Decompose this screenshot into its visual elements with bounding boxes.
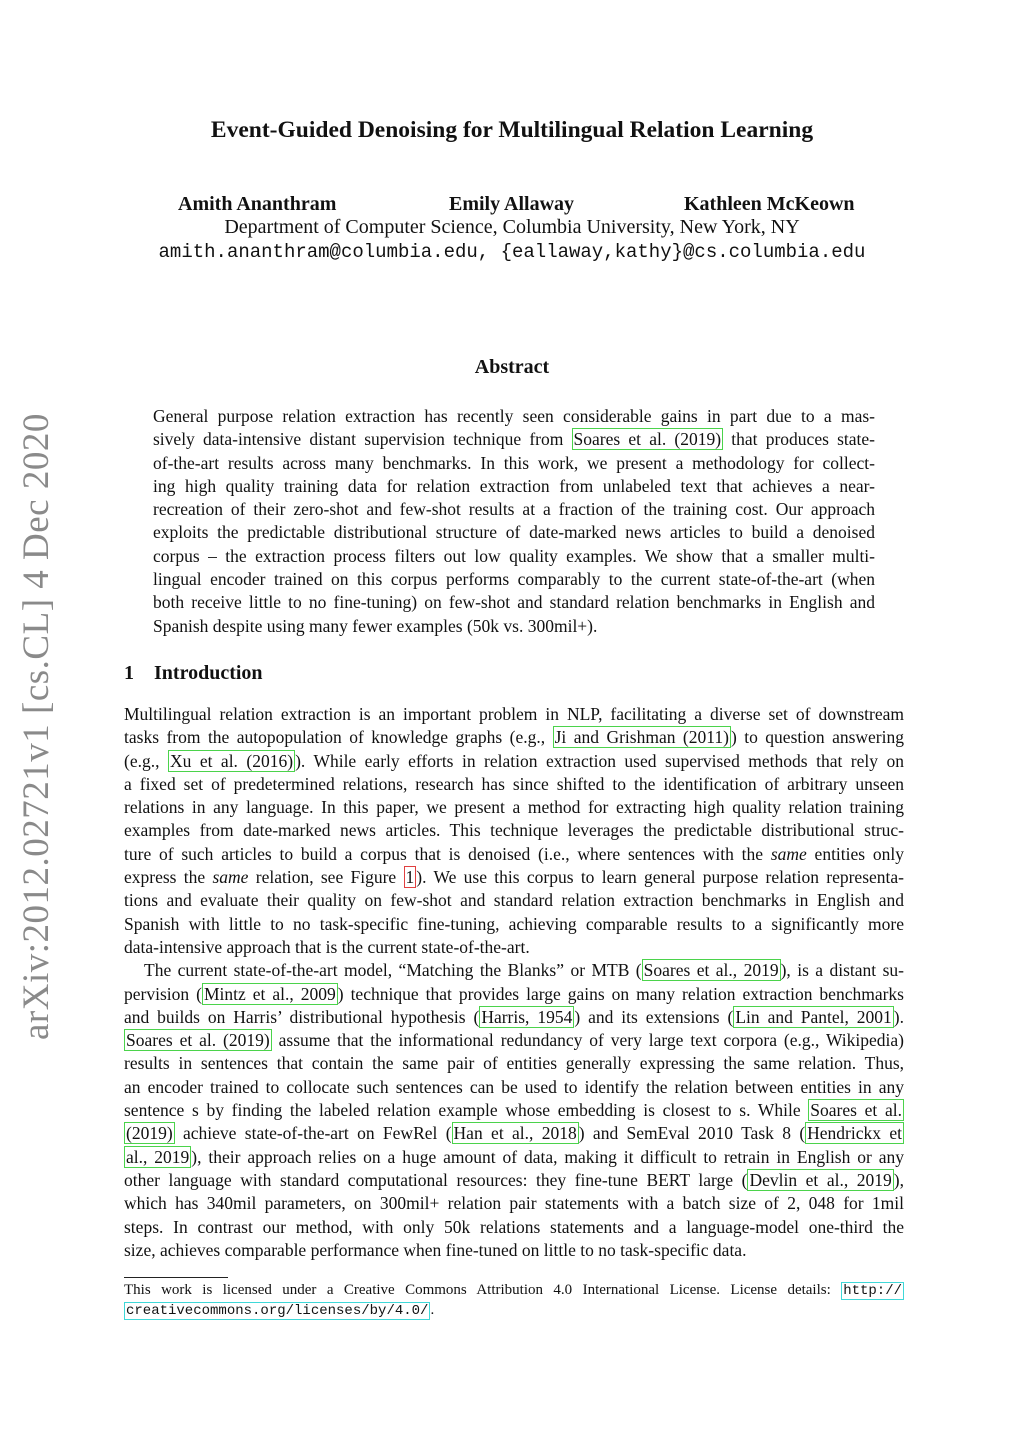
text-line: (e.g., Xu et al. (2016) ). While early efforts in relation extraction used supervised methods that rely on xyxy=(124,750,904,771)
paragraph xyxy=(124,959,904,1262)
text-line: a fixed set of predetermined relations, research has since shifted to the identification of arbitrary unseen xyxy=(124,773,904,794)
citation-link[interactable]: Hendrickx et xyxy=(807,1123,902,1144)
footnote-divider xyxy=(124,1277,228,1278)
text-line: other language with standard computational resources: they fine-tune BERT large ( Devlin et al., 2019 ), xyxy=(124,1169,904,1190)
text-line: exploits the predictable distributional structure of date-marked news articles to build a denoised xyxy=(153,522,875,543)
text-line: tions and evaluate their quality on few-shot and standard relation extraction benchmarks in English and xyxy=(124,890,904,911)
citation-link[interactable]: Soares et al. (2019) xyxy=(573,429,722,450)
text-line: data-intensive approach that is the current state-of-the-art. xyxy=(124,936,530,957)
text-line: Spanish despite using many fewer examples (50k vs. 300mil+). xyxy=(153,615,598,636)
citation-link[interactable]: Soares et al., 2019 xyxy=(643,960,779,981)
text-line: recreation of their zero-shot and few-shot results at a fraction of the training cost. Our approach xyxy=(153,499,875,520)
author-emails: amith.ananthram@columbia.edu, {eallaway,kathy}@cs.columbia.edu xyxy=(158,241,866,263)
citation-link[interactable]: Lin and Pantel, 2001 xyxy=(735,1006,892,1027)
text-line: both receive little to no fine-tuning) on few-shot and standard relation benchmarks in English and xyxy=(153,592,875,613)
section-title: Introduction xyxy=(154,662,263,684)
affiliation: Department of Computer Science, Columbia University, New York, NY xyxy=(224,216,800,238)
section-heading xyxy=(124,662,263,685)
author-name: Kathleen McKeown xyxy=(684,193,855,215)
paper-title: Event-Guided Denoising for Multilingual Relation Learning xyxy=(210,117,814,143)
text-line: corpus – the extraction process filters out low quality examples. We show that a smaller multi- xyxy=(153,545,875,566)
text-line: Spanish with little to no task-specific fine-tuning, achieving comparable results to a significantly more xyxy=(124,913,904,934)
introduction-body xyxy=(124,703,904,1262)
license-url-link[interactable]: creativecommons.org/licenses/by/4.0/ xyxy=(126,1303,429,1319)
text-line: and builds on Harris’ distributional hypothesis ( Harris, 1954 ) and its extensions ( Lin and Pantel, 2001 ). xyxy=(124,1006,904,1027)
text-line: results in sentences that contain the same pair of entities generally expressing the same relation. Thus, xyxy=(124,1053,904,1074)
text-line: al., 2019 ), their approach relies on a huge amount of data, making it difficult to retrain in English or any xyxy=(126,1146,904,1167)
text-line: examples from date-marked news articles. This technique leverages the predictable distributional struc- xyxy=(124,820,904,841)
text-line: The current state-of-the-art model, “Matching the Blanks” or MTB ( Soares et al., 2019 ), is a distant su- xyxy=(144,960,904,981)
abstract-text xyxy=(153,405,875,638)
abstract-heading: Abstract xyxy=(474,356,550,378)
citation-link[interactable]: Ji and Grishman (2011) xyxy=(554,727,729,748)
text-line: General purpose relation extraction has recently seen considerable gains in part due to a mas- xyxy=(153,406,875,426)
citation-link[interactable]: al., 2019 xyxy=(126,1146,190,1167)
citation-link[interactable]: Han et al., 2018 xyxy=(453,1123,577,1144)
text-line: sively data-intensive distant supervision technique from Soares et al. (2019) that produces state- xyxy=(153,429,875,450)
text-line: creativecommons.org/licenses/by/4.0/ . xyxy=(126,1302,435,1319)
text-line: of-the-art results across many benchmarks. In this work, we present a methodology for collect- xyxy=(153,452,875,473)
text-line: ture of such articles to build a corpus that is denoised (i.e., where sentences with the same entities only xyxy=(124,843,904,864)
figure-reference-link[interactable]: 1 xyxy=(405,867,415,888)
text-line: pervision ( Mintz et al., 2009 ) technique that provides large gains on many relation extraction benchmarks xyxy=(124,983,904,1004)
citation-link[interactable]: (2019) xyxy=(126,1123,173,1144)
text-line: express the same relation, see Figure 1 ). We use this corpus to learn general purpose relation representa- xyxy=(124,867,904,888)
text-line: ing high quality training data for relation extraction from unlabeled text that achieves a near- xyxy=(153,475,875,496)
text-line: sentence s by finding the labeled relation example whose embedding is closest to s. While Soares et al. xyxy=(124,1100,902,1121)
license-footnote xyxy=(124,1281,904,1321)
text-line: size, achieves comparable performance when fine-tuned on little to no task-specific data. xyxy=(124,1239,747,1260)
text-line: lingual encoder trained on this corpus performs comparably to the current state-of-the-art (when xyxy=(153,569,875,590)
citation-link[interactable]: Devlin et al., 2019 xyxy=(749,1169,892,1190)
citation-link[interactable]: Soares et al. (2019) xyxy=(126,1030,270,1051)
text-line: steps. In contrast our method, with only 50k relations statements and a language-model one-third the xyxy=(124,1216,904,1237)
text-line: This work is licensed under a Creative Commons Attribution 4.0 International License. License details: http:// xyxy=(124,1282,902,1299)
text-line: Soares et al. (2019) assume that the informational redundancy of very large text corpora (e.g., Wikipedia) xyxy=(126,1030,904,1051)
citation-link[interactable]: Mintz et al., 2009 xyxy=(203,983,336,1004)
license-url-link[interactable]: http:// xyxy=(843,1283,902,1299)
section-number: 1 xyxy=(124,662,134,684)
author-name: Emily Allaway xyxy=(449,193,575,215)
text-line: (2019) achieve state-of-the-art on FewRel ( Han et al., 2018 ) and SemEval 2010 Task 8 ( Hendrickx et xyxy=(126,1123,902,1144)
text-line: relations in any language. In this paper, we present a method for extracting high quality relation training xyxy=(124,797,904,818)
paragraph xyxy=(124,703,904,959)
text-line: tasks from the autopopulation of knowledge graphs (e.g., Ji and Grishman (2011) ) to question answering xyxy=(124,727,904,748)
author-name: Amith Ananthram xyxy=(178,193,337,215)
citation-link[interactable]: Harris, 1954 xyxy=(481,1006,573,1027)
text-line: Multilingual relation extraction is an important problem in NLP, facilitating a diverse set of downstream xyxy=(124,704,904,724)
text-line: an encoder trained to collocate such sentences can be used to identify the relation between entities in any xyxy=(124,1076,904,1097)
citation-link[interactable]: Soares et al. xyxy=(810,1100,902,1121)
citation-link[interactable]: Xu et al. (2016) xyxy=(169,750,294,771)
arxiv-identifier: arXiv:2012.02721v1 [cs.CL] 4 Dec 2020 xyxy=(16,413,57,1040)
text-line: which has 340mil parameters, on 300mil+ relation pair statements with a batch size of 2, 048 for 1mil xyxy=(124,1193,904,1214)
